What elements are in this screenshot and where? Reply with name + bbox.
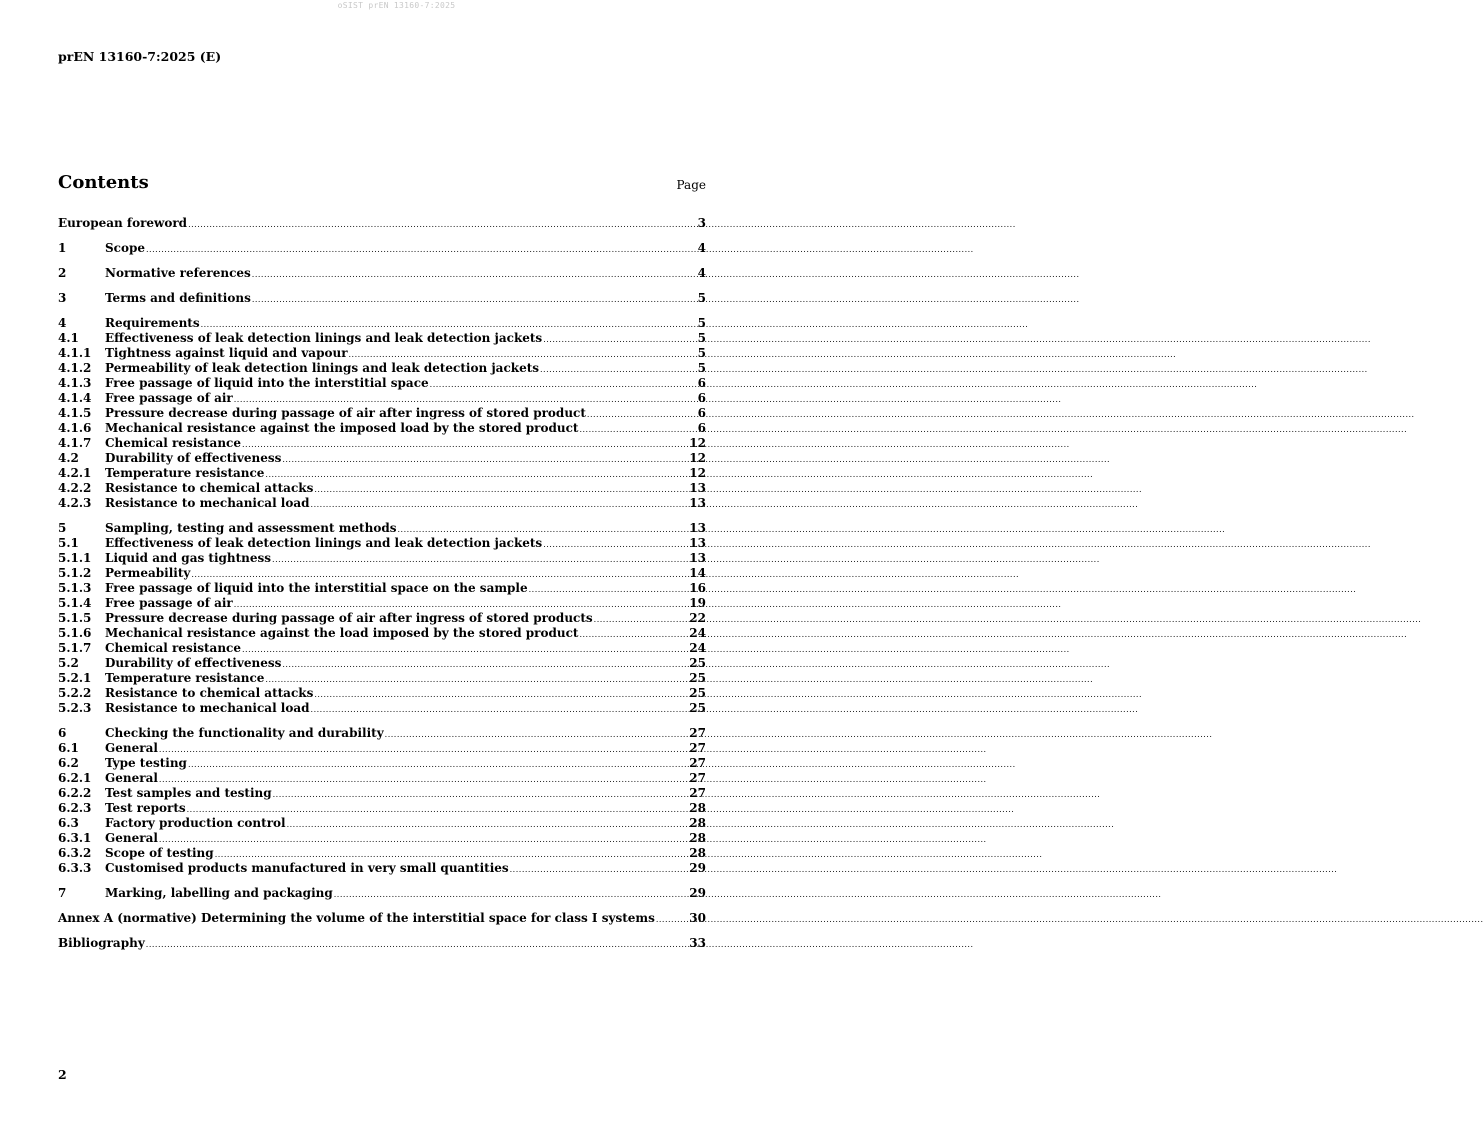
toc-entry-page: 12 — [689, 451, 706, 465]
toc-entry-number: 4.2.3 — [58, 496, 92, 510]
toc-entry-title: Temperature resistance — [105, 466, 265, 480]
toc-entry-number: 5.1.2 — [58, 566, 92, 580]
dot-leader — [282, 657, 688, 672]
toc-entry-page: 28 — [689, 801, 706, 815]
dot-leader — [146, 937, 689, 952]
toc-entry-number: 5.2 — [58, 656, 79, 670]
toc-entry[interactable] — [58, 686, 706, 701]
toc-entry-page: 28 — [689, 831, 706, 845]
toc-entry-title: Resistance to chemical attacks — [105, 481, 314, 495]
dot-leader — [265, 467, 688, 482]
toc-entry-page: 25 — [689, 671, 706, 685]
toc-entry[interactable] — [58, 816, 706, 831]
toc-entry-title: Temperature resistance — [105, 671, 265, 685]
toc-entry[interactable] — [58, 421, 706, 436]
dot-leader — [159, 742, 688, 757]
toc-entry-page: 22 — [689, 611, 706, 625]
toc-entry[interactable] — [58, 391, 706, 406]
toc-entry[interactable] — [58, 911, 706, 926]
toc-entry-title: Resistance to chemical attacks — [105, 686, 314, 700]
toc-entry[interactable] — [58, 831, 706, 846]
toc-entry[interactable] — [58, 406, 706, 421]
toc-entry-title: Permeability — [105, 566, 191, 580]
toc-entry-number: 4.2 — [58, 451, 79, 465]
toc-entry[interactable] — [58, 726, 706, 741]
toc-entry[interactable] — [58, 481, 706, 496]
dot-leader — [188, 217, 697, 232]
toc-entry-title: Durability of effectiveness — [105, 451, 282, 465]
toc-entry-number: 6.2.3 — [58, 801, 92, 815]
toc-entry[interactable] — [58, 376, 706, 391]
toc-entry[interactable] — [58, 846, 706, 861]
toc-entry-page: 6 — [697, 406, 706, 420]
dot-leader — [656, 912, 688, 927]
toc-entry-page: 4 — [697, 241, 706, 255]
dot-leader — [159, 772, 688, 787]
toc-entry[interactable] — [58, 886, 706, 901]
toc-entry-number: 2 — [58, 266, 67, 280]
toc-entry-number: 6.2 — [58, 756, 79, 770]
toc-entry-number: 5.1.7 — [58, 641, 92, 655]
toc-entry[interactable] — [58, 596, 706, 611]
toc-entry-page: 24 — [689, 641, 706, 655]
toc-entry-page: 27 — [689, 726, 706, 740]
toc-entry-title: Test samples and testing — [105, 786, 272, 800]
dot-leader — [159, 832, 688, 847]
toc-entry[interactable] — [58, 241, 706, 256]
toc-entry-page: 28 — [689, 846, 706, 860]
toc-entry-title: Scope — [105, 241, 146, 255]
toc-entry[interactable] — [58, 216, 706, 231]
dot-leader — [272, 552, 688, 567]
toc-entry-title: European foreword — [58, 216, 188, 230]
toc-entry[interactable] — [58, 551, 706, 566]
toc-entry-page: 12 — [689, 466, 706, 480]
toc-entry[interactable] — [58, 671, 706, 686]
toc-entry-number: 4.2.1 — [58, 466, 92, 480]
toc-entry[interactable] — [58, 701, 706, 716]
dot-leader — [265, 672, 688, 687]
toc-entry[interactable] — [58, 536, 706, 551]
toc-entry-page: 13 — [689, 551, 706, 565]
toc-entry-title: Resistance to mechanical load — [105, 701, 310, 715]
toc-entry-title: Free passage of liquid into the interstitial space on the sample — [105, 581, 528, 595]
toc-entry-number: 6.3.3 — [58, 861, 92, 875]
toc-entry-number: 4.1.1 — [58, 346, 92, 360]
toc-entry-title: Liquid and gas tightness — [105, 551, 272, 565]
toc-entry[interactable] — [58, 861, 706, 876]
toc-entry-page: 13 — [689, 521, 706, 535]
dot-leader — [579, 422, 696, 437]
page-column-heading: Page — [676, 178, 706, 192]
toc-entry-page: 27 — [689, 771, 706, 785]
toc-entry[interactable] — [58, 331, 706, 346]
dot-leader — [242, 642, 688, 657]
toc-entry-number: 5.2.1 — [58, 671, 92, 685]
toc-entry-title: Terms and definitions — [105, 291, 251, 305]
dot-leader — [282, 452, 688, 467]
toc-entry-page: 5 — [697, 291, 706, 305]
toc-entry-page: 29 — [689, 861, 706, 875]
toc-entry[interactable] — [58, 626, 706, 641]
dot-leader — [252, 267, 697, 282]
dot-leader — [146, 242, 697, 257]
toc-entry-title: Resistance to mechanical load — [105, 496, 310, 510]
toc-entry-page: 16 — [689, 581, 706, 595]
toc-entry-title: Scope of testing — [105, 846, 214, 860]
toc-entry[interactable] — [58, 436, 706, 451]
dot-leader — [543, 537, 688, 552]
toc-entry-title: General — [105, 831, 158, 845]
dot-leader — [311, 702, 689, 717]
toc-entry-number: 4 — [58, 316, 67, 330]
toc-entry-title: Durability of effectiveness — [105, 656, 282, 670]
watermark: oSIST prEN 13160-7:2025 — [337, 1, 456, 10]
dot-leader — [540, 362, 697, 377]
dot-leader — [510, 862, 689, 877]
toc-entry-number: 4.1 — [58, 331, 79, 345]
toc-entry-number: 4.1.6 — [58, 421, 92, 435]
toc-entry-page: 5 — [697, 316, 706, 330]
dot-leader — [397, 522, 688, 537]
toc-entry-title: Free passage of liquid into the interstitial space — [105, 376, 429, 390]
toc-entry-number: 4.2.2 — [58, 481, 92, 495]
toc-entry-page: 13 — [689, 496, 706, 510]
toc-entry-page: 6 — [697, 376, 706, 390]
toc-entry-number: 5.2.2 — [58, 686, 92, 700]
toc-entry-number: 6.2.2 — [58, 786, 92, 800]
toc-entry-title: Requirements — [105, 316, 200, 330]
toc-entry-page: 25 — [689, 686, 706, 700]
dot-leader — [529, 582, 689, 597]
toc-entry[interactable] — [58, 801, 706, 816]
toc-entry-title: Chemical resistance — [105, 641, 241, 655]
toc-entry-title: Customised products manufactured in very small quantities — [105, 861, 509, 875]
toc-entry[interactable] — [58, 581, 706, 596]
toc-entry-title: Permeability of leak detection linings and leak detection jackets — [105, 361, 540, 375]
dot-leader — [334, 887, 689, 902]
toc-entry-title: Bibliography — [58, 936, 145, 950]
toc-entry-page: 33 — [689, 936, 706, 950]
toc-entry-number: 5.1.1 — [58, 551, 92, 565]
dot-leader — [314, 482, 688, 497]
toc-entry-page: 27 — [689, 741, 706, 755]
toc-entry[interactable] — [58, 771, 706, 786]
toc-entry[interactable] — [58, 316, 706, 331]
toc-entry-number: 5 — [58, 521, 67, 535]
toc-entry-title: Chemical resistance — [105, 436, 241, 450]
toc-entry[interactable] — [58, 566, 706, 581]
toc-entry[interactable] — [58, 496, 706, 511]
toc-entry-page: 27 — [689, 786, 706, 800]
toc-entry-page: 25 — [689, 656, 706, 670]
dot-leader — [201, 317, 697, 332]
toc-entry-number: 4.1.4 — [58, 391, 92, 405]
dot-leader — [252, 292, 697, 307]
toc-entry[interactable] — [58, 521, 706, 536]
toc-entry-page: 29 — [689, 886, 706, 900]
toc-entry[interactable] — [58, 611, 706, 626]
toc-entry-number: 6 — [58, 726, 67, 740]
toc-entry-title: Mechanical resistance against the imposed load by the stored product — [105, 421, 579, 435]
toc-entry-page: 27 — [689, 756, 706, 770]
toc-entry-page: 13 — [689, 536, 706, 550]
toc-entry-page: 3 — [697, 216, 706, 230]
toc-entry-title: Mechanical resistance against the load imposed by the stored product — [105, 626, 579, 640]
dot-leader — [234, 392, 697, 407]
toc-entry-title: Type testing — [105, 756, 187, 770]
toc-entry[interactable] — [58, 656, 706, 671]
toc-entry-number: 4.1.2 — [58, 361, 92, 375]
toc-entry-title: Pressure decrease during passage of air after ingress of stored product — [105, 406, 586, 420]
dot-leader — [273, 787, 689, 802]
dot-leader — [311, 497, 689, 512]
page-number: 2 — [58, 1067, 67, 1082]
toc-entry-number: 6.2.1 — [58, 771, 92, 785]
toc-entry-number: 5.1.5 — [58, 611, 92, 625]
toc-entry[interactable] — [58, 641, 706, 656]
toc-entry[interactable] — [58, 741, 706, 756]
toc-entry-title: Free passage of air — [105, 596, 233, 610]
toc-entry-number: 6.3.1 — [58, 831, 92, 845]
toc-entry-title: Effectiveness of leak detection linings and leak detection jackets — [105, 331, 543, 345]
dot-leader — [385, 727, 689, 742]
toc-entry-title: Normative references — [105, 266, 251, 280]
dot-leader — [587, 407, 697, 422]
dot-leader — [188, 757, 688, 772]
toc-entry-page: 5 — [697, 361, 706, 375]
toc-entry-page: 5 — [697, 331, 706, 345]
dot-leader — [242, 437, 688, 452]
toc-entry-page: 25 — [689, 701, 706, 715]
toc-entry-number: 6.1 — [58, 741, 79, 755]
toc-entry-title: Tightness against liquid and vapour — [105, 346, 348, 360]
toc-entry-page: 12 — [689, 436, 706, 450]
toc-entry[interactable] — [58, 936, 706, 951]
toc-entry-title: Effectiveness of leak detection linings and leak detection jackets — [105, 536, 543, 550]
toc-entry-page: 5 — [697, 346, 706, 360]
toc-entry-number: 6.3 — [58, 816, 79, 830]
dot-leader — [314, 687, 688, 702]
toc-entry[interactable] — [58, 466, 706, 481]
toc-entry-title: Checking the functionality and durability — [105, 726, 384, 740]
toc-entry-title: Marking, labelling and packaging — [105, 886, 333, 900]
toc-entry-number: 7 — [58, 886, 67, 900]
toc-entry-page: 6 — [697, 391, 706, 405]
toc-entry-number: 1 — [58, 241, 67, 255]
toc-entry-page: 4 — [697, 266, 706, 280]
toc-entry-page: 6 — [697, 421, 706, 435]
table-of-contents — [58, 216, 706, 951]
toc-entry-number: 5.2.3 — [58, 701, 92, 715]
toc-entry-title: Free passage of air — [105, 391, 233, 405]
toc-entry[interactable] — [58, 361, 706, 376]
dot-leader — [287, 817, 689, 832]
toc-entry[interactable] — [58, 346, 706, 361]
dot-leader — [430, 377, 697, 392]
dot-leader — [187, 802, 689, 817]
toc-entry-page: 28 — [689, 816, 706, 830]
contents-title: Contents — [58, 172, 149, 193]
toc-entry-title: General — [105, 741, 158, 755]
toc-entry-title: Factory production control — [105, 816, 286, 830]
toc-entry-page: 19 — [689, 596, 706, 610]
toc-entry-page: 24 — [689, 626, 706, 640]
toc-entry-page: 13 — [689, 481, 706, 495]
dot-leader — [543, 332, 696, 347]
toc-entry[interactable] — [58, 451, 706, 466]
dot-leader — [191, 567, 688, 582]
toc-entry-title: Test reports — [105, 801, 186, 815]
dot-leader — [594, 612, 689, 627]
toc-entry-title: Sampling, testing and assessment methods — [105, 521, 397, 535]
toc-entry-page: 30 — [689, 911, 706, 925]
toc-entry[interactable] — [58, 266, 706, 281]
toc-entry-number: 5.1.4 — [58, 596, 92, 610]
toc-entry-number: 4.1.5 — [58, 406, 92, 420]
toc-entry-page: 14 — [689, 566, 706, 580]
dot-leader — [234, 597, 689, 612]
toc-entry-number: 3 — [58, 291, 67, 305]
toc-entry[interactable] — [58, 756, 706, 771]
dot-leader — [349, 347, 697, 362]
toc-entry-title: Annex A (normative) Determining the volume of the interstitial space for class I systems — [58, 911, 655, 925]
toc-entry-number: 4.1.3 — [58, 376, 92, 390]
toc-entry-number: 4.1.7 — [58, 436, 92, 450]
toc-entry-title: Pressure decrease during passage of air after ingress of stored products — [105, 611, 593, 625]
toc-entry[interactable] — [58, 786, 706, 801]
toc-entry[interactable] — [58, 291, 706, 306]
dot-leader — [579, 627, 688, 642]
toc-entry-number: 6.3.2 — [58, 846, 92, 860]
toc-entry-number: 5.1.6 — [58, 626, 92, 640]
toc-entry-number: 5.1.3 — [58, 581, 92, 595]
toc-entry-title: General — [105, 771, 158, 785]
dot-leader — [215, 847, 689, 862]
document-id: prEN 13160-7:2025 (E) — [58, 49, 222, 64]
toc-entry-number: 5.1 — [58, 536, 79, 550]
